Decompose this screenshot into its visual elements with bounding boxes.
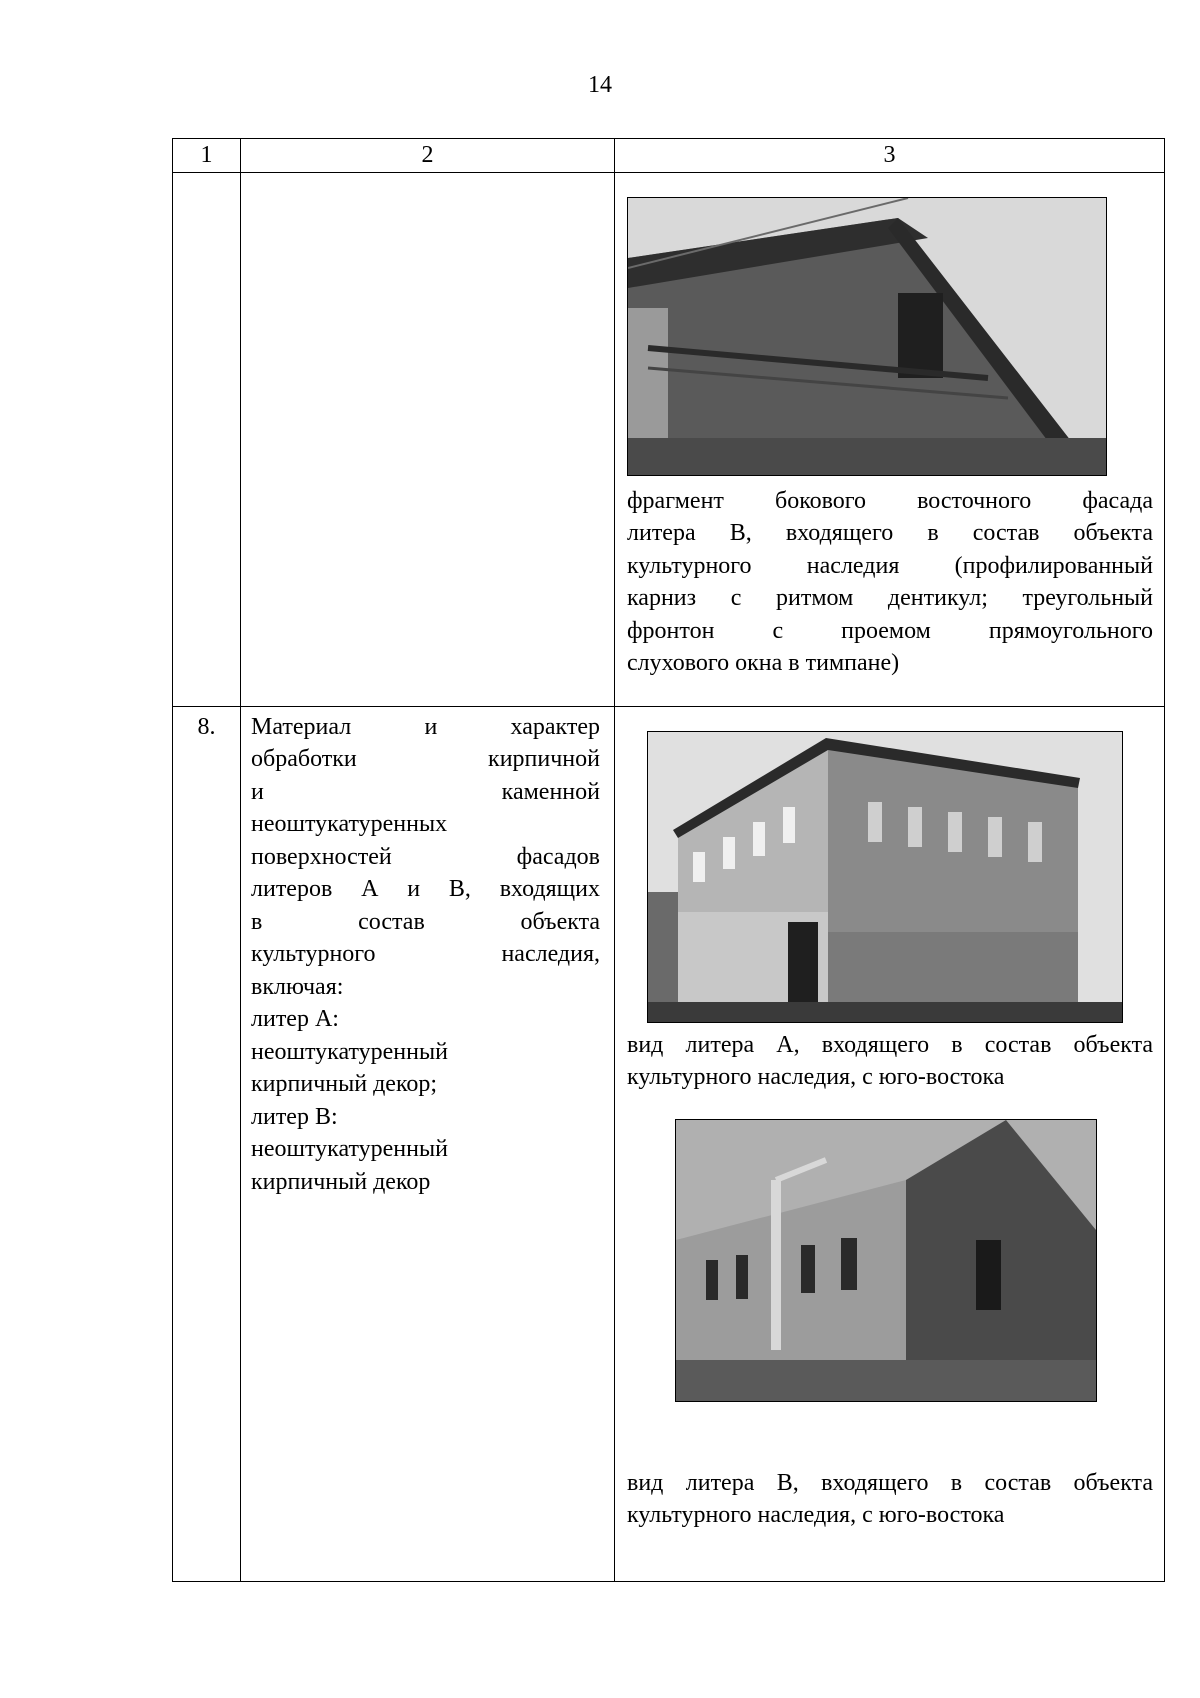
table-row <box>173 172 1165 706</box>
page-number: 14 <box>588 72 612 98</box>
header-col-2: 2 <box>241 139 615 173</box>
feature-line: в состав объекта <box>251 908 600 935</box>
feature-line: неоштукатуренных <box>251 811 448 837</box>
caption-line: фронтон с проемом прямоугольного <box>627 617 1153 644</box>
table-row <box>173 706 1165 1581</box>
header-row <box>173 139 1165 173</box>
feature-line: и каменной <box>251 778 600 805</box>
caption-line: культурного наследия, с юго-востока <box>627 1064 1005 1090</box>
photo-liter-b <box>675 1119 1097 1402</box>
row-number-empty <box>173 172 241 706</box>
caption-liter-b <box>627 1467 1153 1532</box>
caption-liter-a <box>627 1029 1153 1094</box>
caption-line: культурного наследия, с юго-востока <box>627 1502 1005 1528</box>
feature-empty <box>241 172 615 706</box>
photo-cell <box>615 172 1165 706</box>
photo-cell <box>615 706 1165 1581</box>
feature-line: кирпичный декор; <box>251 1071 438 1097</box>
feature-line: неоштукатуренный <box>251 1136 448 1162</box>
feature-line: неоштукатуренный <box>251 1038 448 1065</box>
photo-east-facade-fragment <box>627 197 1107 476</box>
caption-line: фрагмент бокового восточного фасада <box>627 487 1153 514</box>
caption-line: вид литера В, входящего в состав объекта <box>627 1469 1153 1496</box>
caption-line: литера В, входящего в состав объекта <box>627 520 1153 546</box>
feature-line: поверхностей фасадов <box>251 843 600 870</box>
photo-liter-a <box>647 731 1123 1023</box>
feature-description <box>241 706 615 1581</box>
caption-line: культурного наследия (профилированный <box>627 552 1153 579</box>
header-col-3: 3 <box>615 139 1165 173</box>
caption-east-facade <box>627 485 1153 680</box>
feature-line: Материал и характер <box>251 713 600 740</box>
heritage-table <box>172 138 1165 1582</box>
feature-line: кирпичный декор <box>251 1168 431 1195</box>
feature-line: литеров А и В, входящих <box>251 876 600 902</box>
header-col-1: 1 <box>173 139 241 173</box>
feature-line: литер А: <box>251 1006 339 1032</box>
caption-line: слухового окна в тимпане) <box>627 650 900 676</box>
feature-line: литер В: <box>251 1103 338 1130</box>
feature-line: обработки кирпичной <box>251 746 600 772</box>
caption-line: вид литера А, входящего в состав объекта <box>627 1031 1153 1058</box>
feature-line: культурного наследия, <box>251 941 600 967</box>
feature-line: включая: <box>251 973 344 1000</box>
caption-line: карниз с ритмом дентикул; треугольный <box>627 585 1153 611</box>
row-number: 8. <box>173 706 241 1581</box>
